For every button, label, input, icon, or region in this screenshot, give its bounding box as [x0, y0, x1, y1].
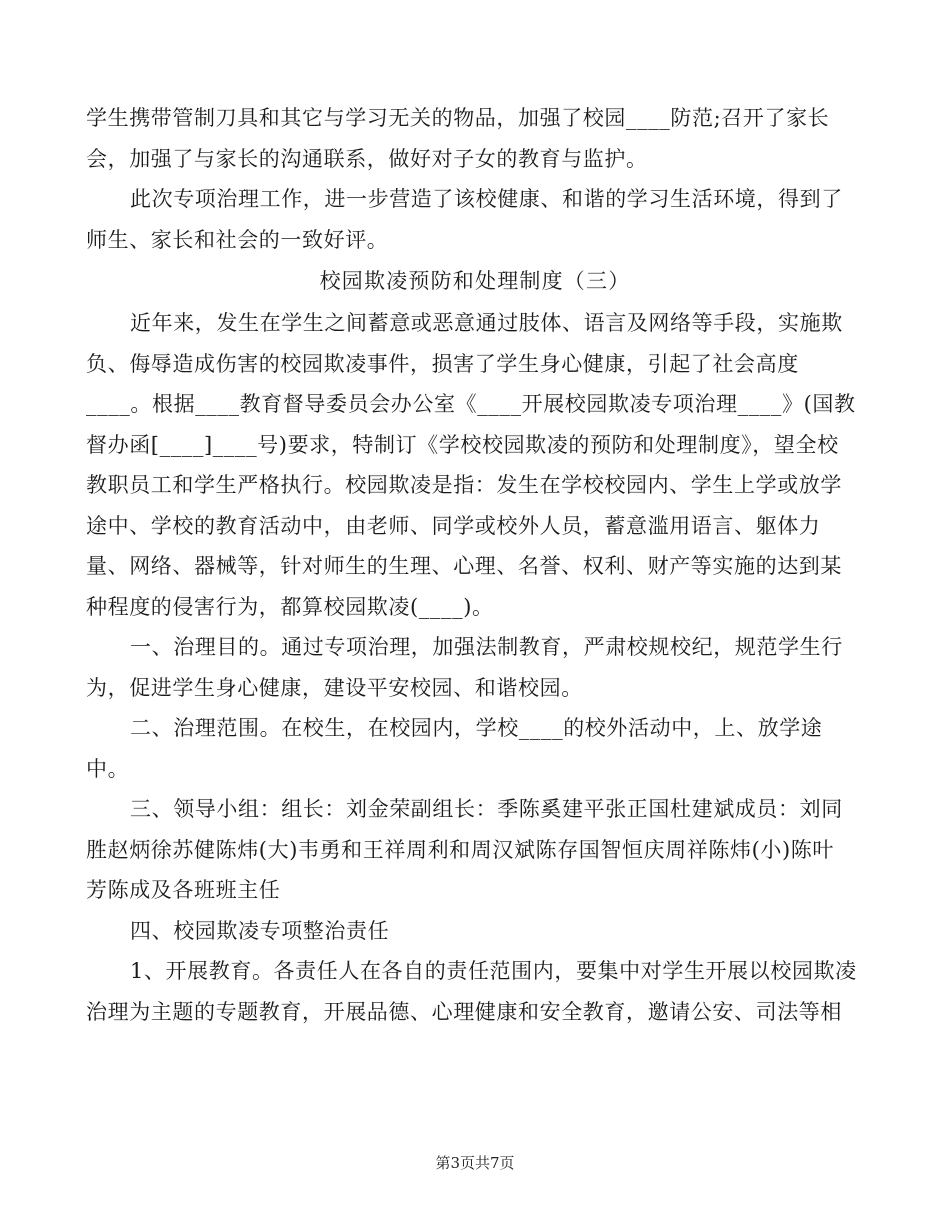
section-title: 校园欺凌预防和处理制度（三） [319, 269, 631, 293]
text-line: 中。 [86, 756, 130, 781]
text-line: 会，加强了与家长的沟通联系，做好对子女的教育与监护。 [86, 146, 648, 171]
text-line: 1、开展教育。各责任人在各自的责任范围内，要集中对学生开展以校园欺凌 [130, 959, 857, 983]
text-line: 胜赵炳徐苏健陈炜(大)韦勇和王祥周利和周汉斌陈存国智恒庆周祥陈炜(小)陈叶 [86, 837, 834, 862]
text-line: 学生携带管制刀具和其它与学习无关的物品，加强了校园____防范;召开了家长 [86, 106, 830, 130]
text-line: 三、领导小组：组长：刘金荣副组长：季陈奚建平张正国杜建斌成员：刘同 [130, 797, 843, 821]
paragraph [86, 179, 864, 260]
text-line: 此次专项治理工作，进一步营造了该校健康、和谐的学习生活环境，得到了 [130, 187, 843, 211]
text-line: 师生、家长和社会的一致好评。 [86, 227, 389, 252]
paragraph [86, 789, 864, 911]
paragraph [86, 98, 864, 179]
text-line: 为，促进学生身心健康，建设平安校园、和谐校园。 [86, 675, 583, 700]
text-line: 量、网络、器械等，针对师生的生理、心理、名誉、权利、财产等实施的达到某 [86, 554, 842, 578]
paragraph [86, 708, 864, 789]
page-number: 第3页共7页 [435, 1154, 515, 1172]
paragraph [86, 627, 864, 708]
text-line: 教职员工和学生严格执行。校园欺凌是指：发生在学校校园内、学生上学或放学 [86, 473, 842, 497]
text-line: 途中、学校的教育活动中，由老师、同学或校外人员，蓄意滥用语言、躯体力 [86, 513, 821, 538]
document-body [86, 98, 864, 1032]
text-line: 治理为主题的专题教育，开展品德、心理健康和安全教育，邀请公安、司法等相 [86, 999, 842, 1024]
text-line: 四、校园欺凌专项整治责任 [130, 918, 390, 943]
text-line: 一、治理目的。通过专项治理，加强法制教育，严肃校规校纪，规范学生行 [130, 635, 843, 659]
text-line: 芳陈成及各班班主任 [86, 878, 281, 902]
paragraph [86, 951, 864, 1032]
text-line: 近年来，发生在学生之间蓄意或恶意通过肢体、语言及网络等手段，实施欺 [130, 311, 843, 335]
text-line: 种程度的侵害行为，都算校园欺凌(____)。 [86, 594, 494, 619]
text-line: ____。根据____教育督导委员会办公室《____开展校园欺凌专项治理____》(国教 [86, 392, 856, 416]
text-line: 负、侮辱造成伤害的校园欺凌事件，损害了学生身心健康，引起了社会高度 [86, 351, 799, 376]
text-line: 督办函[____]____号)要求，特制订《学校校园欺凌的预防和处理制度》，望全校 [86, 432, 839, 457]
text-line: 二、治理范围。在校生，在校园内，学校____的校外活动中，上、放学途 [130, 716, 823, 740]
paragraph [86, 303, 864, 627]
paragraph [86, 911, 864, 952]
